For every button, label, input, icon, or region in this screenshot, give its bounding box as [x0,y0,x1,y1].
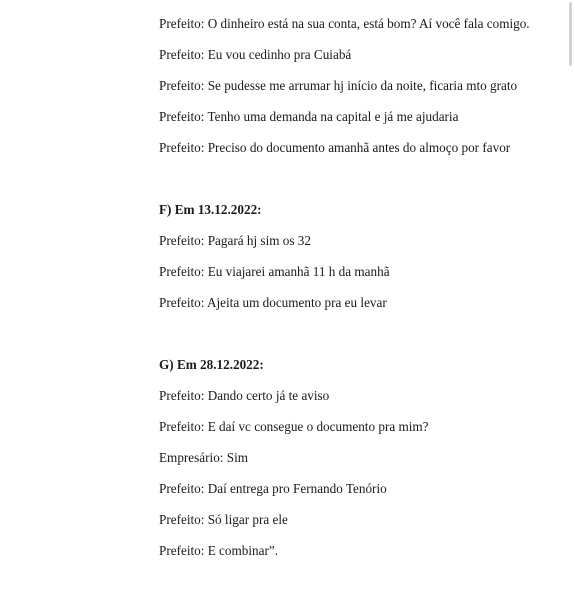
message-line: Prefeito: Pagará hj sim os 32 [159,233,311,248]
message-line: Prefeito: E daí vc consegue o documento pra mim? [159,419,429,434]
message-line: Prefeito: Daí entrega pro Fernando Tenório [159,481,387,496]
message-line: Prefeito: O dinheiro está na sua conta, está bom? Aí você fala comigo. [159,16,530,31]
message-line: Prefeito: Preciso do documento amanhã antes do almoço por favor [159,140,511,155]
message-line: Prefeito: Eu viajarei amanhã 11 h da manhã [159,264,390,279]
scrollbar[interactable] [569,2,572,66]
message-line: Empresário: Sim [159,450,249,465]
section-g-heading: G) Em 28.12.2022: [159,357,264,372]
message-line: Prefeito: Eu vou cedinho pra Cuiabá [159,47,352,62]
message-line: Prefeito: Se pudesse me arrumar hj início da noite, ficaria mto grato [159,78,518,93]
message-line: Prefeito: E combinar”. [159,543,279,558]
message-line: Prefeito: Só ligar pra ele [159,512,288,527]
section-f-heading: F) Em 13.12.2022: [159,202,262,217]
message-line: Prefeito: Dando certo já te aviso [159,388,330,403]
message-line: Prefeito: Ajeita um documento pra eu levar [159,295,387,310]
message-line: Prefeito: Tenho uma demanda na capital e já me ajudaria [159,109,459,124]
